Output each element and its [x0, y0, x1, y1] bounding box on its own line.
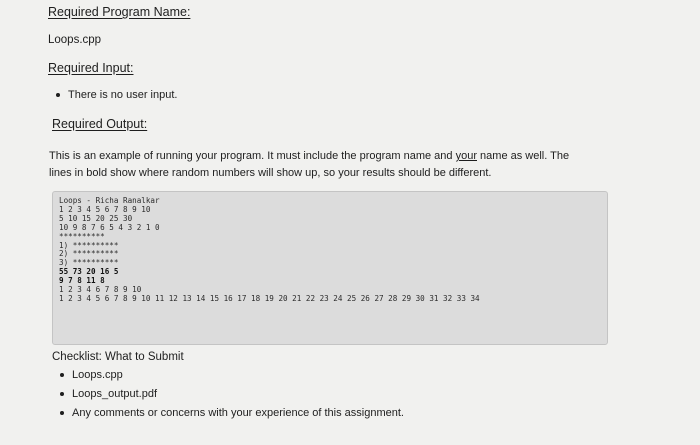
bullet-icon [56, 93, 60, 97]
checklist-item-text: Loops_output.pdf [72, 388, 158, 400]
intro-text-b: name as well. The [477, 150, 570, 162]
checklist-item-text: Loops.cpp [72, 369, 123, 381]
console-line: Loops - Richa Ranalkar [59, 196, 160, 205]
console-line: 2) ********** [59, 249, 119, 259]
console-line: ********** [59, 231, 105, 241]
checklist-item [60, 388, 157, 400]
bullet-icon [60, 392, 64, 396]
checklist-item-text: Any comments or concerns with your experience of this assignment. [72, 407, 404, 419]
bullet-icon [60, 373, 64, 377]
sample-output-console [52, 191, 608, 345]
intro-text-line2: lines in bold show where random numbers will show up, so your results should be different. [49, 167, 492, 179]
console-line: 1 2 3 4 5 6 7 8 9 10 11 12 13 14 15 16 17 18 19 20 21 22 23 24 25 26 27 28 29 30 31 32 33 34 [59, 293, 480, 303]
program-name-heading: Required Program Name: [48, 5, 191, 19]
intro-text-your: your [455, 150, 477, 162]
input-bullet-text: There is no user input. [68, 89, 178, 101]
input-bullet-item [56, 89, 177, 101]
intro-text-a: This is an example of running your program. It must include the program name and [49, 150, 456, 162]
bullet-icon [60, 411, 64, 415]
console-line: 3) ********** [59, 258, 119, 268]
program-name: Loops.cpp [48, 34, 102, 46]
console-line: 1 2 3 4 6 7 8 9 10 [59, 285, 142, 295]
console-line: 55 73 20 16 5 [59, 267, 119, 277]
console-line: 9 7 8 11 8 [59, 276, 105, 286]
console-line: 1) ********** [59, 240, 119, 250]
checklist-item [60, 407, 404, 419]
console-line: 1 2 3 4 5 6 7 8 9 10 [59, 204, 151, 214]
checklist-item [60, 369, 123, 381]
input-heading: Required Input: [48, 61, 134, 75]
checklist-heading: Checklist: What to Submit [52, 351, 184, 363]
console-line: 5 10 15 20 25 30 [59, 213, 133, 223]
console-line: 10 9 8 7 6 5 4 3 2 1 0 [59, 222, 160, 232]
output-heading: Required Output: [52, 117, 148, 131]
output-intro [49, 148, 619, 182]
console-text [59, 197, 480, 304]
